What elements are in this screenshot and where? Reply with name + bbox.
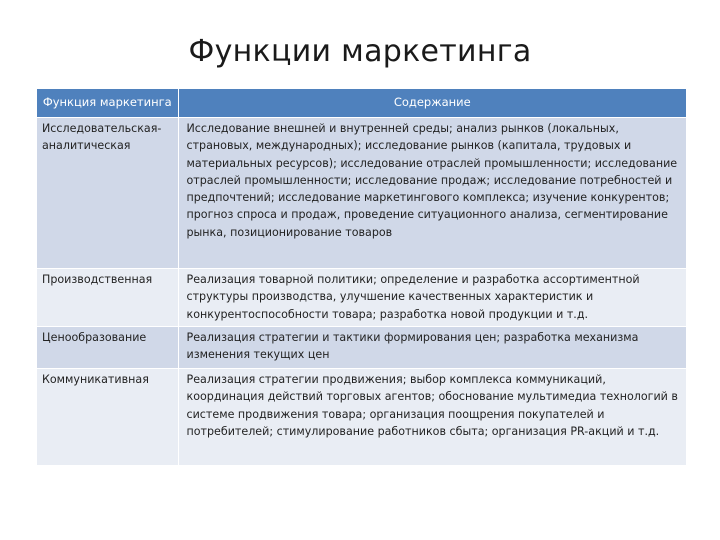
table-header-row <box>37 89 686 118</box>
row-content: Исследование внешней и внутренней среды; анализ рынков (локальных, страновых, международных); исследование рынков (капитала, трудовых и материальных ресурсов); исследование отраслей промышленности; исследование отраслей промышленности; исследование продаж; исследование потребностей и предпочтений; исследование маркетингового комплекса; изучение конкурентов; прогноз спроса и продаж, проведение ситуационного анализа, сегментирование рынка, позиционирование товаров <box>178 118 686 269</box>
table-row <box>37 118 686 269</box>
table-row <box>37 369 686 465</box>
row-content: Реализация товарной политики; определение и разработка ассортиментной структуры производства, улучшение качественных характеристик и конкурентоспособности товара; разработка новой продукции и т.д. <box>178 269 686 327</box>
row-function: Исследовательская-аналитическая <box>37 118 178 269</box>
row-function: Производственная <box>37 269 178 327</box>
row-function: Коммуникативная <box>37 369 178 465</box>
marketing-functions-table <box>37 89 686 465</box>
header-function: Функция маркетинга <box>37 89 178 118</box>
row-function: Ценообразование <box>37 327 178 369</box>
page-title: Функции маркетинга <box>188 34 532 69</box>
row-content: Реализация стратегии продвижения; выбор комплекса коммуникаций, координация действий торговых агентов; обоснование мультимедиа технологий в системе продвижения товара; организация поощрения покупателей и потребителей; стимулирование работников сбыта; организация PR-акций и т.д. <box>178 369 686 465</box>
table-row <box>37 327 686 369</box>
header-content: Содержание <box>178 89 686 118</box>
table-row <box>37 269 686 327</box>
row-content: Реализация стратегии и тактики формирования цен; разработка механизма изменения текущих цен <box>178 327 686 369</box>
